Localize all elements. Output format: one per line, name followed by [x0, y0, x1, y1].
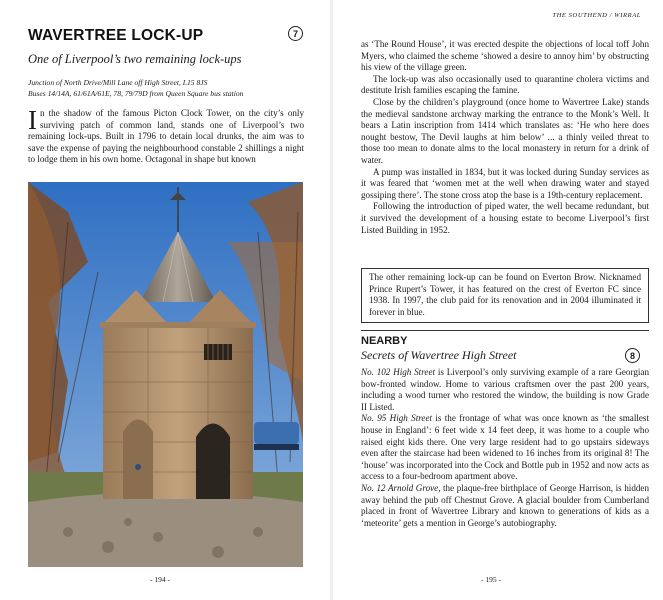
page-title: WAVERTREE LOCK-UP — [28, 27, 204, 44]
address-line: Junction of North Drive/Mill Lane off High Street, L15 8JS — [28, 78, 208, 87]
nearby-item-lead: No. 102 High Street — [361, 367, 436, 377]
intro-paragraph — [28, 105, 304, 166]
right-page — [333, 0, 663, 600]
nearby-item — [361, 483, 649, 529]
paragraph: as ‘The Round House’, it was erected despite the objections of local toff John Myers, who claimed the scheme ‘showed a desire to annoy him’ by obstructing his view of the village green. — [361, 39, 649, 73]
paragraph: The lock-up was also occasionally used to quarantine cholera victims and destitute Irish families escaping the famine. — [361, 73, 649, 96]
nearby-number-badge: 8 — [625, 348, 640, 363]
page-number-left: - 194 - — [150, 575, 170, 584]
left-page — [0, 0, 330, 600]
nearby-label: NEARBY — [361, 335, 408, 347]
running-header: THE SOUTHEND / WIRRAL — [552, 12, 641, 19]
body-text — [361, 39, 649, 236]
nearby-item-lead: No. 12 Arnold Grove — [361, 482, 439, 493]
nearby-item — [361, 367, 649, 413]
page-number-right: - 195 - — [481, 575, 501, 584]
nearby-item-text: is the frontage of what was once known as ‘the smallest house in England’: 6 feet wide x 14 feet deep, it was home to a couple who raised eight kids there. One very large resident had to go upstairs sideways even after the staircase had been widened to 16 inches from its original 8! The ‘house’ was incorporated into the Cock and Bottle pub in 1952 and now acts as access to a four-bedroom apartment above. — [361, 413, 649, 482]
nearby-item-text: is Liverpool’s only surviving example of a rare Georgian bow-fronted window. Home to various craftsmen over the past 200 years, including a wood turner who restored the window, the building is now Grade II Listed. — [361, 367, 649, 412]
lock-up-photo — [28, 182, 303, 567]
nearby-item — [361, 413, 649, 483]
drop-cap: I — [28, 105, 37, 135]
paragraph: Following the introduction of piped water, the well became redundant, but it survived the development of a housing estate to become Liverpool’s first Listed Building in 1952. — [361, 201, 649, 235]
nearby-text — [361, 367, 649, 529]
page-subtitle: One of Liverpool’s two remaining lock-ups — [28, 52, 242, 66]
address-block — [28, 77, 318, 99]
entry-number-badge: 7 — [288, 26, 303, 41]
nearby-title: Secrets of Wavertree High Street — [361, 348, 517, 362]
nearby-item-text: , the plaque-free birthplace of George Harrison, is hidden away behind the pub off Chestnut Grove. A glacial boulder from Cumberland placed in front of Wavertree Library and known to generations of kids as a ‘meteorite’ gets a mention in George’s autobiography. — [361, 482, 649, 528]
paragraph: Close by the children’s playground (once home to Wavertree Lake) stands the medieval sandstone archway marking the entrance to the Monk’s Well. It bears a Latin inscription from 1414 which translates as: ‘He who here does nought bestow, The Devil laughs at him below’ ... a thinly veiled threat to those too mean to donate alms to the local monastery in return for a drink of water. — [361, 96, 649, 165]
section-divider — [361, 330, 649, 331]
paragraph: A pump was installed in 1834, but it was locked during Sunday services as it was feared that ‘women met at the well when drawing water and stayed gossiping there’. The stone cross atop the base is a 19th-century replacement. — [361, 166, 649, 200]
nearby-item-lead: No. 95 High Street — [361, 413, 433, 424]
intro-text: n the shadow of the famous Picton Clock Tower, on the city’s only surviving patch of common land, stands one of Liverpool’s two remaining lock-ups. Built in 1796 to detain local drunks, the aim was to save the expense of paying the neighbourhood constable 2 shillings a night to lodge them in his own home. Octagonal in shape but known — [28, 108, 304, 165]
buses-line: Buses 14/14A, 61/61A/61E, 78, 79/79D from Queen Square bus station — [28, 89, 244, 98]
sidebar-box: The other remaining lock-up can be found on Everton Brow. Nicknamed Prince Rupert’s Tower, it has featured on the crest of Everton FC since 1938. In 1997, the club paid for its renovation and in 2004 illuminated it forever in blue. — [361, 268, 649, 323]
